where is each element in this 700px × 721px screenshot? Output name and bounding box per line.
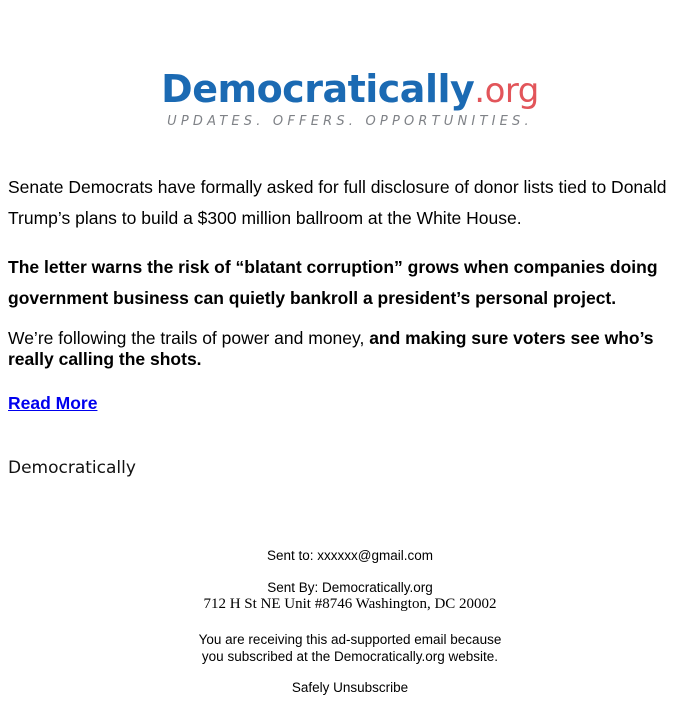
footer-sent-by: Sent By: Democratically.org xyxy=(267,580,433,595)
logo-tld: .org xyxy=(474,71,539,111)
logo-wordmark xyxy=(0,66,700,114)
intro-paragraph: Senate Democrats have formally asked for full disclosure of donor lists tied to Donald Trump’s plans to build a $300 million ballroom at the White House. xyxy=(8,177,667,228)
footer-notice-line2: you subscribed at the Democratically.org website. xyxy=(201,649,499,664)
closing-paragraph-plain: We’re following the trails of power and money, xyxy=(8,328,370,348)
unsubscribe-link[interactable]: Safely Unsubscribe xyxy=(291,680,409,695)
signature: Democratically xyxy=(8,458,136,478)
footer-notice xyxy=(0,631,700,665)
footer-notice-line1: You are receiving this ad-supported email because xyxy=(198,632,502,647)
emphasis-paragraph: The letter warns the risk of “blatant corruption” grows when companies doing government business can quietly bankroll a president’s personal project. xyxy=(8,257,658,308)
logo-name: Democratically xyxy=(161,67,475,111)
read-more-link[interactable]: Read More xyxy=(8,393,98,413)
closing-paragraph xyxy=(8,328,692,370)
closing-paragraph-bold: and making sure voters see who’s really calling the shots. xyxy=(8,328,654,369)
logo-tagline: UPDATES. OFFERS. OPPORTUNITIES. xyxy=(167,114,533,129)
footer-address: 712 H St NE Unit #8746 Washington, DC 20002 xyxy=(203,596,497,612)
logo[interactable] xyxy=(0,66,700,129)
footer-sent-to: Sent to: xxxxxx@gmail.com xyxy=(266,548,433,563)
